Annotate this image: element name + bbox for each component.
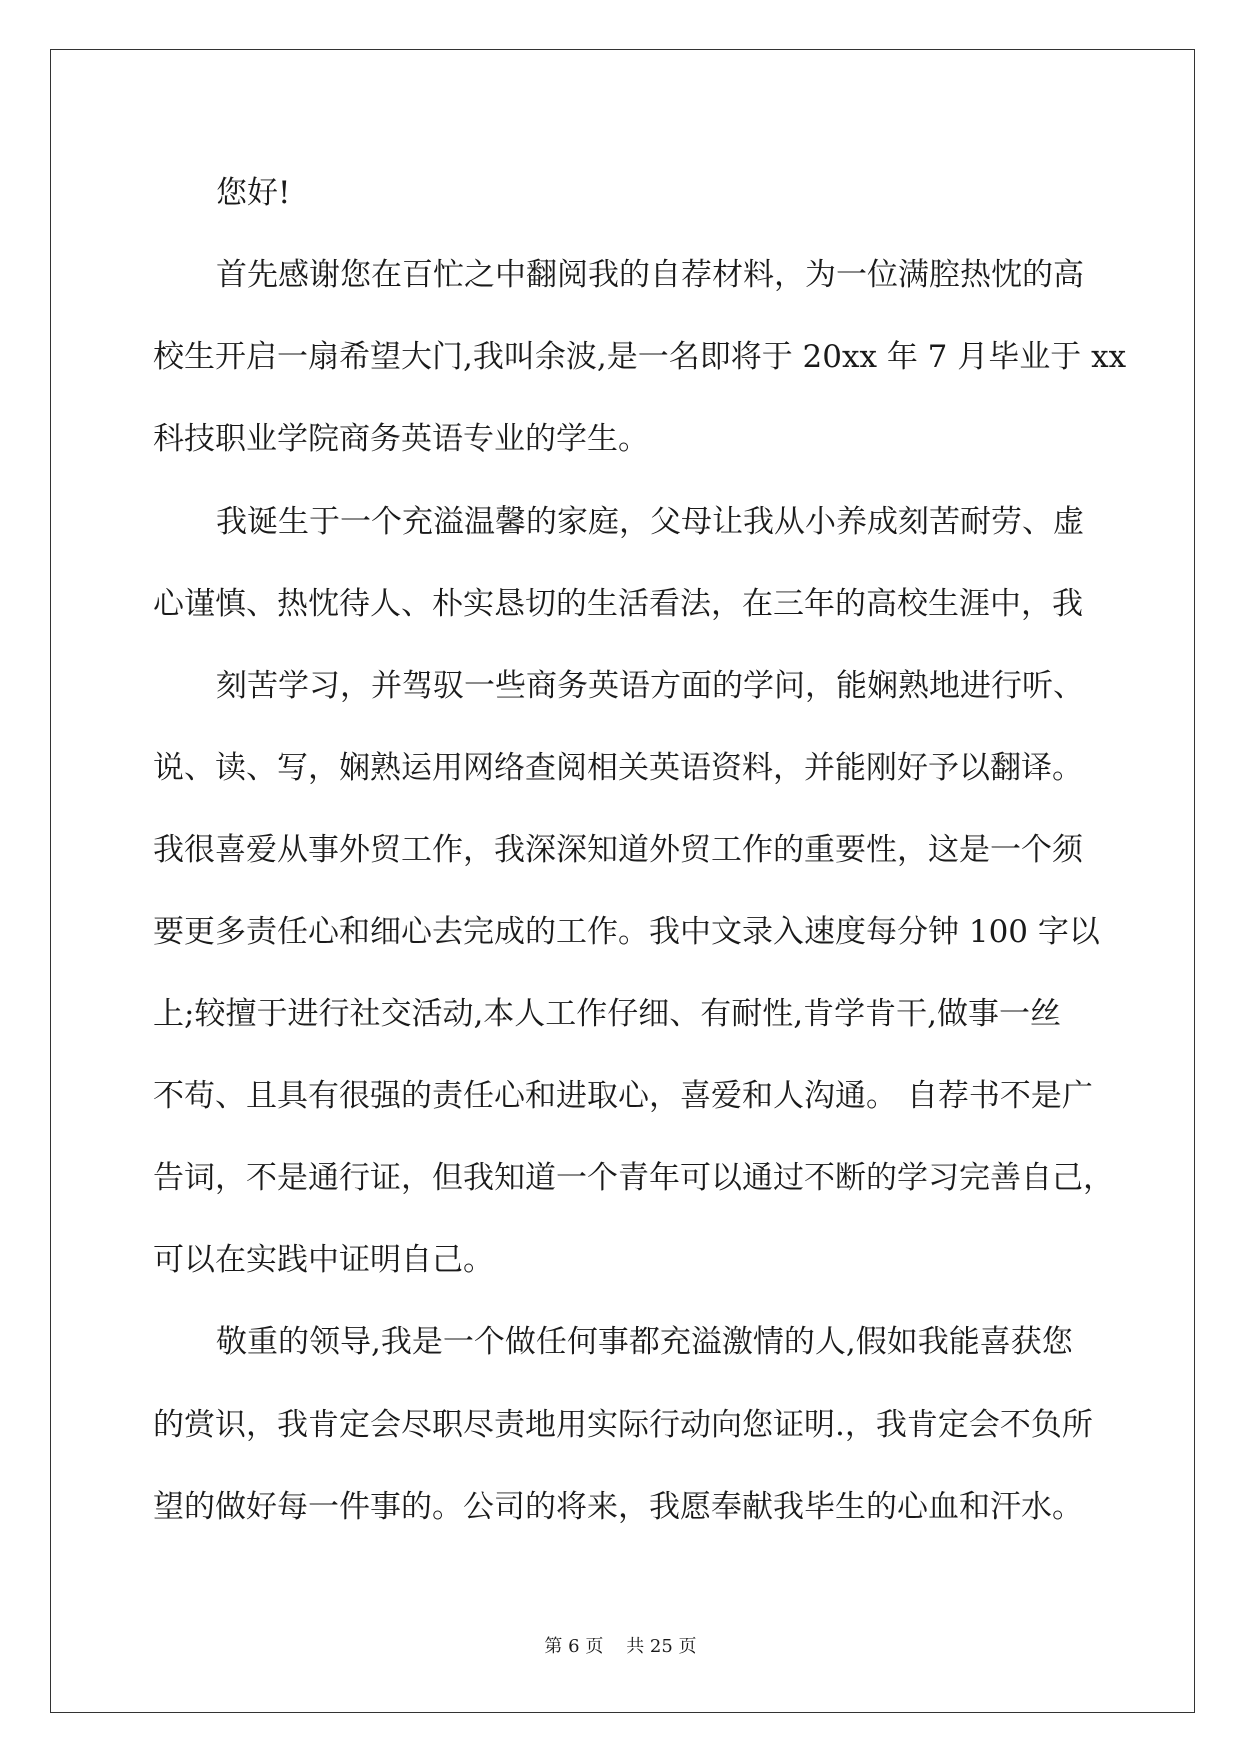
text-line: 刻苦学习，并驾驭一些商务英语方面的学问，能娴熟地进行听、 [216,668,1084,704]
text-line: 要更多责任心和细心去完成的工作。我中文录入速度每分钟 100 字以 [153,914,1100,950]
text-line: 首先感谢您在百忙之中翻阅我的自荐材料，为一位满腔热忱的高 [216,257,1084,293]
text-line: 说、读、写，娴熟运用网络查阅相关英语资料，并能刚好予以翻译。 [153,750,1083,786]
text-line: 校生开启一扇希望大门,我叫余波,是一名即将于 20xx 年 7 月毕业于 xx [153,339,1127,375]
text-line: 望的做好每一件事的。公司的将来，我愿奉献我毕生的心血和汗水。 [153,1489,1083,1525]
text-line: 科技职业学院商务英语专业的学生。 [153,421,649,457]
text-line: 告词，不是通行证，但我知道一个青年可以通过不断的学习完善自己， [153,1160,1114,1196]
text-line: 敬重的领导,我是一个做任何事都充溢激情的人,假如我能喜获您 [216,1324,1073,1360]
text-line: 不苟、且具有很强的责任心和进取心，喜爱和人沟通。 自荐书不是广 [153,1078,1093,1114]
text-line: 心谨慎、热忱待人、朴实恳切的生活看法，在三年的高校生涯中，我 [153,586,1083,622]
text-line: 上;较擅于进行社交活动,本人工作仔细、有耐性,肯学肯干,做事一丝 [153,996,1062,1032]
text-line: 我很喜爱从事外贸工作，我深深知道外贸工作的重要性，这是一个须 [153,832,1083,868]
page-footer: 第 6 页 共 25 页 [544,1636,697,1657]
greeting-line: 您好! [216,175,291,211]
text-line: 的赏识，我肯定会尽职尽责地用实际行动向您证明.，我肯定会不负所 [153,1407,1093,1443]
text-line: 我诞生于一个充溢温馨的家庭，父母让我从小养成刻苦耐劳、虚 [216,504,1084,540]
text-line: 可以在实践中证明自己。 [153,1242,494,1278]
